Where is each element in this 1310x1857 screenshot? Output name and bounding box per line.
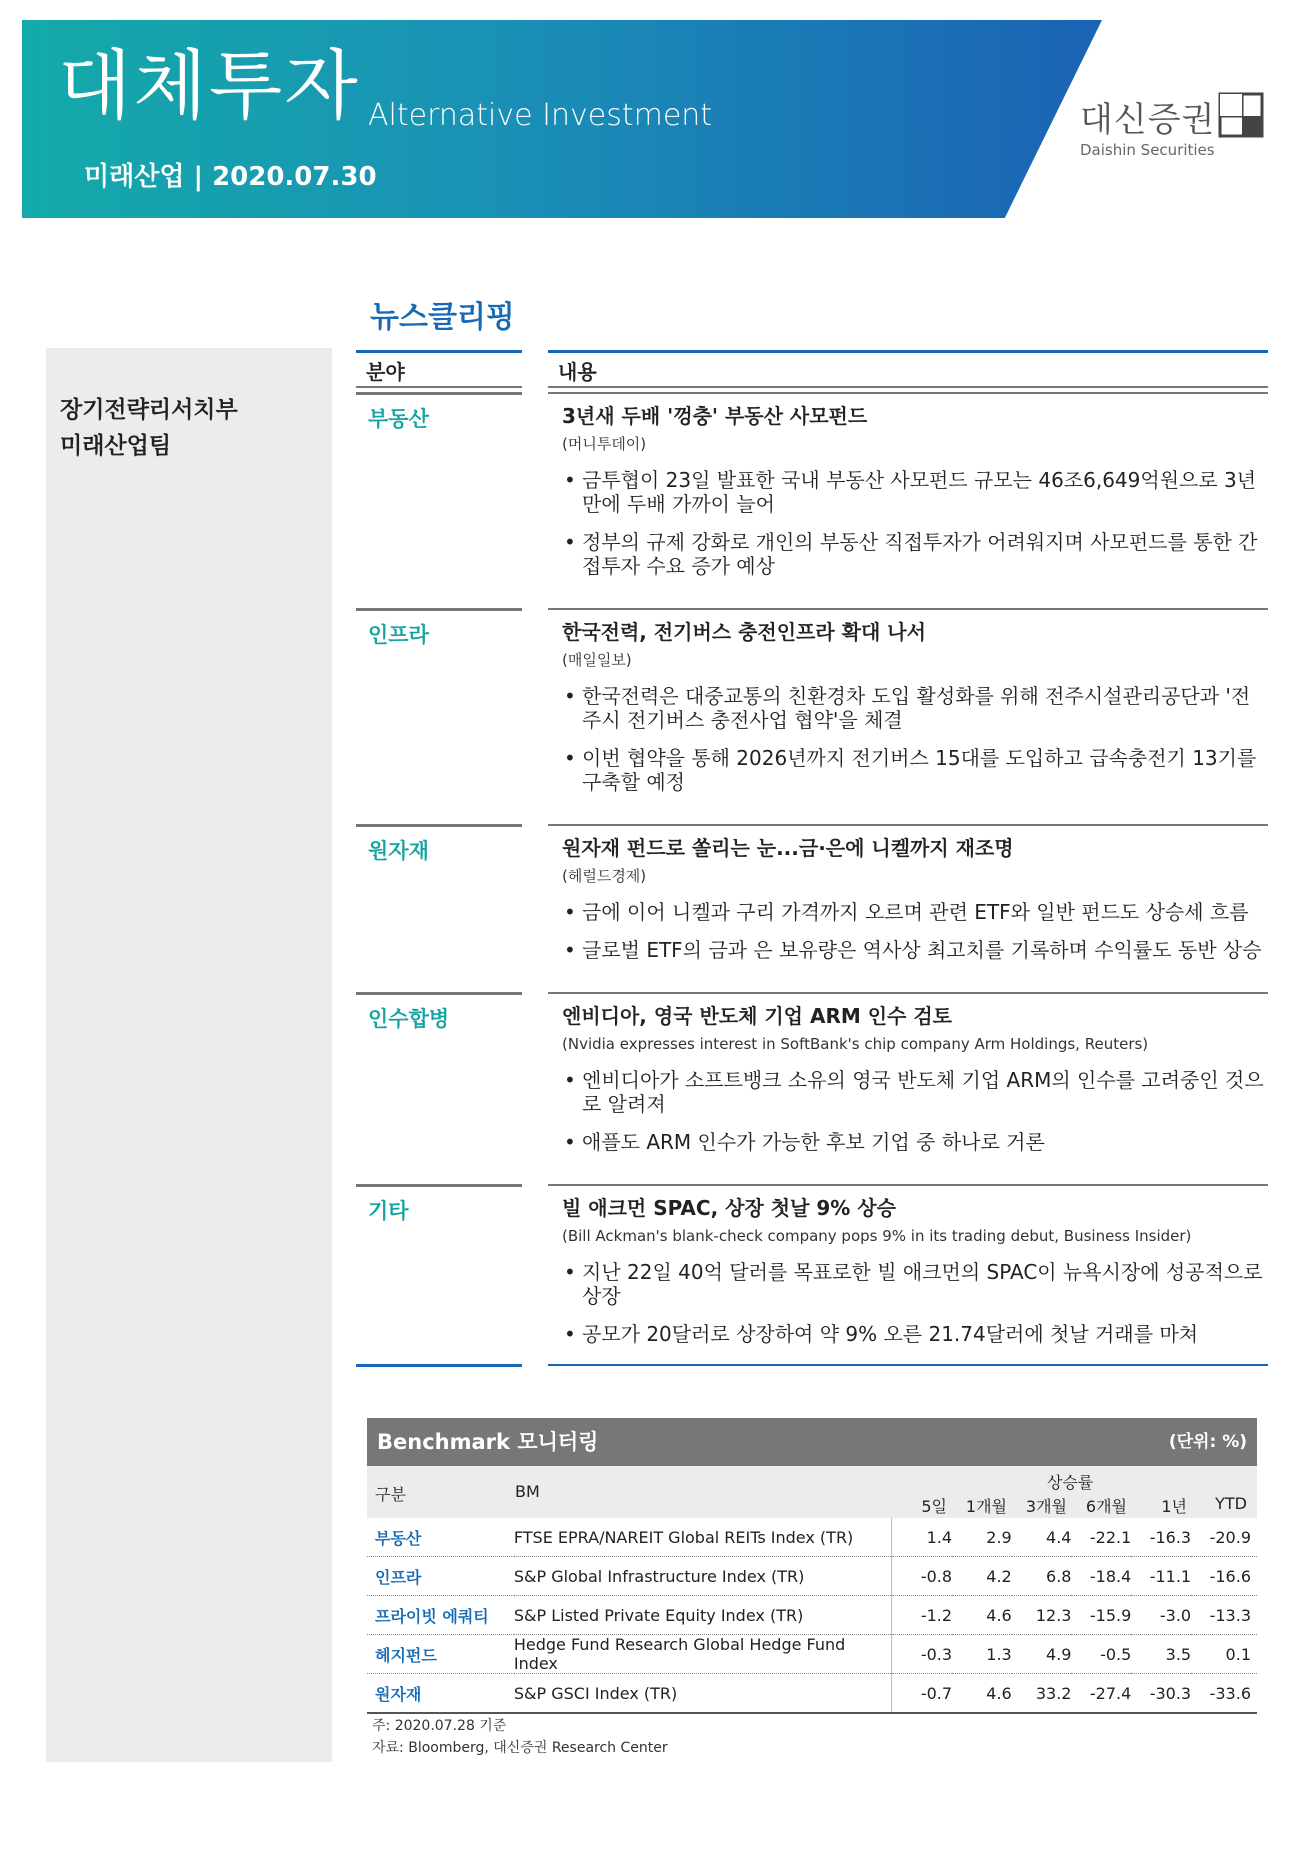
news-category: 인수합병 <box>356 992 522 1184</box>
row-value: 4.9 <box>1012 1635 1072 1674</box>
news-headline: 한국전력, 전기버스 충전인프라 확대 나서 <box>562 620 926 644</box>
news-body <box>548 824 1268 992</box>
department-line-2: 미래산업팀 <box>60 433 172 459</box>
news-item <box>356 992 1268 1184</box>
row-value: -15.9 <box>1071 1596 1131 1635</box>
benchmark-title-bar <box>367 1418 1257 1466</box>
row-bm-name: S&P Listed Private Equity Index (TR) <box>514 1596 892 1635</box>
note-basis-date: 주: 2020.07.28 기준 <box>372 1718 507 1734</box>
news-category: 부동산 <box>356 392 522 608</box>
news-bullets <box>562 900 1268 962</box>
row-value: -3.0 <box>1131 1596 1191 1635</box>
news-item <box>356 392 1268 608</box>
row-value: 3.5 <box>1131 1635 1191 1674</box>
report-date-line: 미래산업 | 2020.07.30 <box>84 162 377 192</box>
news-bullets <box>562 1068 1268 1154</box>
news-bullets <box>562 1260 1268 1346</box>
company-logo <box>1080 92 1215 159</box>
row-bm-name: FTSE EPRA/NAREIT Global REITs Index (TR) <box>514 1518 892 1557</box>
row-group: 인프라 <box>367 1557 514 1596</box>
row-value: 6.8 <box>1012 1557 1072 1596</box>
row-value: 33.2 <box>1012 1674 1072 1714</box>
period-header: 1개월 <box>965 1497 1007 1516</box>
period-header: 5일 <box>921 1497 947 1516</box>
table-row <box>367 1557 1257 1596</box>
news-bullet: • 한국전력은 대중교통의 친환경차 도입 활성화를 위해 전주시설관리공단과 '전주시 전기버스 충전사업 협약'을 체결 <box>562 684 1268 732</box>
news-item <box>356 1184 1268 1364</box>
news-bullet: • 애플도 ARM 인수가 가능한 후보 기업 중 하나로 거론 <box>562 1130 1268 1154</box>
news-bottom-rule <box>356 1364 522 1367</box>
row-value: 4.6 <box>952 1596 1012 1635</box>
table-row <box>367 1518 1257 1557</box>
row-value: -0.7 <box>892 1674 952 1714</box>
benchmark-table <box>367 1518 1257 1714</box>
left-sidebar <box>46 348 332 1762</box>
period-header: 1년 <box>1161 1497 1187 1516</box>
row-value: -13.3 <box>1191 1596 1257 1635</box>
news-headline: 3년새 두배 '껑충' 부동산 사모펀드 <box>562 404 868 428</box>
row-value: 2.9 <box>952 1518 1012 1557</box>
row-value: 1.3 <box>952 1635 1012 1674</box>
news-bullet: • 공모가 20달러로 상장하여 약 9% 오른 21.74달러에 첫날 거래를 마쳐 <box>562 1322 1268 1346</box>
department-line-1: 장기전략리서치부 <box>60 397 238 423</box>
row-bm-name: S&P Global Infrastructure Index (TR) <box>514 1557 892 1596</box>
column-header-bm: BM <box>515 1482 540 1501</box>
row-value: -16.3 <box>1131 1518 1191 1557</box>
period-header: YTD <box>1215 1494 1247 1513</box>
column-header-content: 내용 <box>548 350 1268 388</box>
news-bullet: • 금투협이 23일 발표한 국내 부동산 사모펀드 규모는 46조6,649억원으로 3년만에 두배 가까이 늘어 <box>562 468 1268 516</box>
column-header-return: 상승률 <box>1047 1473 1094 1492</box>
news-item <box>356 824 1268 992</box>
row-value: 1.4 <box>892 1518 952 1557</box>
news-bottom-rule <box>548 1364 1268 1366</box>
news-category: 기타 <box>356 1184 522 1364</box>
news-bullet: • 글로벌 ETF의 금과 은 보유량은 역사상 최고치를 기록하며 수익률도 동반 상승 <box>562 938 1268 962</box>
news-category: 인프라 <box>356 608 522 824</box>
row-value: 4.4 <box>1012 1518 1072 1557</box>
news-bullets <box>562 684 1268 794</box>
row-value: -33.6 <box>1191 1674 1257 1714</box>
row-value: 0.1 <box>1191 1635 1257 1674</box>
news-source: (헤럴드경제) <box>562 867 647 885</box>
news-bullet: • 엔비디아가 소프트뱅크 소유의 영국 반도체 기업 ARM의 인수를 고려중인 것으로 알려져 <box>562 1068 1268 1116</box>
news-headline: 빌 애크먼 SPAC, 상장 첫날 9% 상승 <box>562 1196 896 1220</box>
department-name <box>60 392 238 464</box>
news-bullet: • 금에 이어 니켈과 구리 가격까지 오르며 관련 ETF와 일반 펀드도 상승세 흐름 <box>562 900 1268 924</box>
row-bm-name: Hedge Fund Research Global Hedge Fund Index <box>514 1635 892 1674</box>
news-source: (Nvidia expresses interest in SoftBank's chip company Arm Holdings, Reuters) <box>562 1035 1149 1053</box>
logo-korean: 대신증권 <box>1080 100 1216 140</box>
row-group: 프라이빗 에쿼티 <box>367 1596 514 1635</box>
benchmark-title: Benchmark 모니터링 <box>377 1430 599 1454</box>
row-value: -27.4 <box>1071 1674 1131 1714</box>
row-group: 원자재 <box>367 1674 514 1714</box>
news-item <box>356 608 1268 824</box>
row-value: -18.4 <box>1071 1557 1131 1596</box>
row-value: 12.3 <box>1012 1596 1072 1635</box>
row-value: -30.3 <box>1131 1674 1191 1714</box>
report-title: 대체투자 <box>58 41 360 130</box>
row-value: 4.2 <box>952 1557 1012 1596</box>
row-group: 부동산 <box>367 1518 514 1557</box>
news-body <box>548 992 1268 1184</box>
news-bullets <box>562 468 1268 578</box>
benchmark-column-headers <box>367 1466 1257 1518</box>
row-value: -11.1 <box>1131 1557 1191 1596</box>
column-header-category: 분야 <box>356 350 522 388</box>
row-value: -20.9 <box>1191 1518 1257 1557</box>
row-value: 4.6 <box>952 1674 1012 1714</box>
table-notes <box>372 1715 668 1759</box>
news-bullet: • 정부의 규제 강화로 개인의 부동산 직접투자가 어려워지며 사모펀드를 통한 간접투자 수요 증가 예상 <box>562 530 1268 578</box>
column-header-group: 구분 <box>375 1485 406 1504</box>
news-category: 원자재 <box>356 824 522 992</box>
news-bullet: • 이번 협약을 통해 2026년까지 전기버스 15대를 도입하고 급속충전기 13기를 구축할 예정 <box>562 746 1268 794</box>
news-body <box>548 392 1268 608</box>
news-body <box>548 1184 1268 1364</box>
table-row <box>367 1635 1257 1674</box>
news-body <box>548 608 1268 824</box>
row-bm-name: S&P GSCI Index (TR) <box>514 1674 892 1714</box>
news-headline: 엔비디아, 영국 반도체 기업 ARM 인수 검토 <box>562 1004 952 1028</box>
row-value: -22.1 <box>1071 1518 1131 1557</box>
row-value: -16.6 <box>1191 1557 1257 1596</box>
period-header: 6개월 <box>1085 1497 1127 1516</box>
row-value: -0.5 <box>1071 1635 1131 1674</box>
table-row <box>367 1596 1257 1635</box>
news-source: (Bill Ackman's blank-check company pops 9% in its trading debut, Business Insider) <box>562 1227 1192 1245</box>
row-value: -1.2 <box>892 1596 952 1635</box>
row-value: -0.8 <box>892 1557 952 1596</box>
news-source: (머니투데이) <box>562 435 647 453</box>
news-source: (매일일보) <box>562 651 632 669</box>
table-row <box>367 1674 1257 1714</box>
row-value: -0.3 <box>892 1635 952 1674</box>
row-group: 헤지펀드 <box>367 1635 514 1674</box>
period-header: 3개월 <box>1025 1497 1067 1516</box>
news-headline: 원자재 펀드로 쏠리는 눈...금·은에 니켈까지 재조명 <box>562 836 1014 860</box>
logo-english: Daishin Securities <box>1080 141 1215 159</box>
benchmark-unit: (단위: %) <box>1168 1432 1247 1452</box>
daishin-logo-icon <box>1218 92 1264 138</box>
report-subtitle: Alternative Investment <box>368 98 713 133</box>
note-source: 자료: Bloomberg, 대신증권 Research Center <box>372 1740 668 1756</box>
news-bullet: • 지난 22일 40억 달러를 목표로한 빌 애크먼의 SPAC이 뉴욕시장에 성공적으로 상장 <box>562 1260 1268 1308</box>
news-section-title: 뉴스클리핑 <box>370 300 515 335</box>
